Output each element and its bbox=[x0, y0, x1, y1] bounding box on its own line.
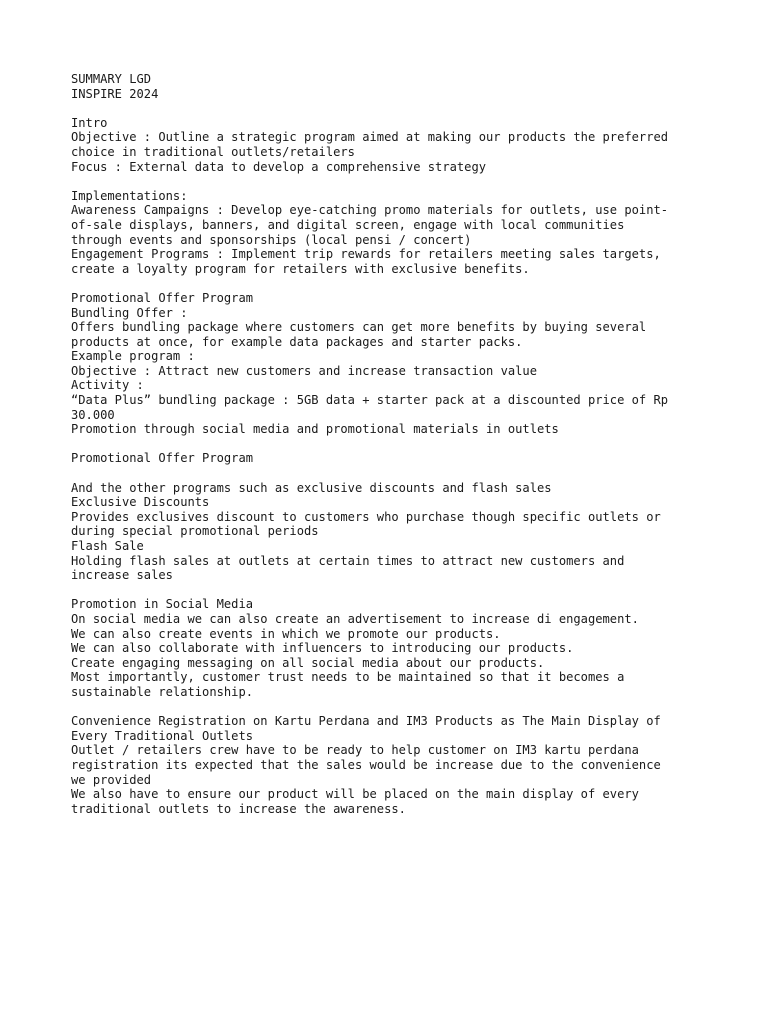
text-line: We can also collaborate with influencers to introducing our products. bbox=[71, 641, 574, 656]
blank-line bbox=[71, 437, 711, 452]
text-line: Promotion through social media and promotional materials in outlets bbox=[71, 422, 559, 437]
text-line: Example program : bbox=[71, 349, 195, 364]
text-line: increase sales bbox=[71, 568, 173, 583]
text-line: choice in traditional outlets/retailers bbox=[71, 144, 355, 159]
text-line: create a loyalty program for retailers with exclusive benefits. bbox=[71, 261, 530, 276]
blank-line bbox=[71, 466, 711, 481]
text-line: Provides exclusives discount to customers who purchase though specific outlets or bbox=[71, 509, 661, 524]
text-line: through events and sponsorships (local pensi / concert) bbox=[71, 232, 472, 247]
text-line: Outlet / retailers crew have to be ready to help customer on IM3 kartu perdana bbox=[71, 743, 639, 758]
text-line: 30.000 bbox=[71, 407, 115, 422]
text-line: during special promotional periods bbox=[71, 524, 319, 539]
text-line: Awareness Campaigns : Develop eye-catching promo materials for outlets, use point- bbox=[71, 203, 669, 218]
text-line: Objective : Attract new customers and increase transaction value bbox=[71, 363, 537, 378]
text-line: We also have to ensure our product will be placed on the main display of every bbox=[71, 787, 639, 802]
text-line: products at once, for example data packages and starter packs. bbox=[71, 334, 523, 349]
text-line: Implementations: bbox=[71, 188, 188, 203]
text-line: Objective : Outline a strategic program aimed at making our products the preferred bbox=[71, 130, 669, 145]
text-line: Focus : External data to develop a comprehensive strategy bbox=[71, 159, 487, 174]
text-line: We can also create events in which we promote our products. bbox=[71, 626, 501, 641]
text-line: Offers bundling package where customers can get more benefits by buying several bbox=[71, 320, 647, 335]
text-line: Promotion in Social Media bbox=[71, 597, 254, 612]
blank-line bbox=[71, 700, 711, 715]
text-line: of-sale displays, banners, and digital screen, engage with local communities bbox=[71, 217, 625, 232]
text-line: Holding flash sales at outlets at certain times to attract new customers and bbox=[71, 553, 625, 568]
blank-line bbox=[71, 101, 711, 116]
blank-line bbox=[71, 583, 711, 598]
text-line: Flash Sale bbox=[71, 539, 144, 553]
text-line: INSPIRE 2024 bbox=[71, 86, 159, 101]
document-body bbox=[71, 72, 711, 816]
text-line: Every Traditional Outlets bbox=[71, 728, 254, 743]
text-line: registration its expected that the sales would be increase due to the convenience bbox=[71, 757, 661, 772]
text-line: And the other programs such as exclusive discounts and flash sales bbox=[71, 480, 552, 495]
text-line: SUMMARY LGD bbox=[71, 72, 152, 86]
text-line: Promotional Offer Program bbox=[71, 451, 254, 466]
text-line: Intro bbox=[71, 115, 108, 130]
text-line: traditional outlets to increase the awareness. bbox=[71, 801, 406, 816]
blank-line bbox=[71, 174, 711, 189]
text-line: “Data Plus” bundling package : 5GB data + starter pack at a discounted price of Rp bbox=[71, 393, 669, 408]
text-line: Engagement Programs : Implement trip rewards for retailers meeting sales targets, bbox=[71, 247, 661, 262]
text-line: Create engaging messaging on all social media about our products. bbox=[71, 655, 545, 670]
text-line: Bundling Offer : bbox=[71, 305, 188, 320]
text-line: Exclusive Discounts bbox=[71, 495, 210, 510]
blank-line bbox=[71, 276, 711, 291]
text-line: Most importantly, customer trust needs to be maintained so that it becomes a bbox=[71, 670, 625, 685]
text-line: On social media we can also create an advertisement to increase di engagement. bbox=[71, 611, 639, 626]
text-line: Activity : bbox=[71, 378, 144, 393]
text-line: Promotional Offer Program bbox=[71, 290, 254, 305]
text-line: Convenience Registration on Kartu Perdana and IM3 Products as The Main Display of bbox=[71, 714, 661, 729]
text-line: we provided bbox=[71, 772, 152, 787]
text-line: sustainable relationship. bbox=[71, 684, 254, 699]
